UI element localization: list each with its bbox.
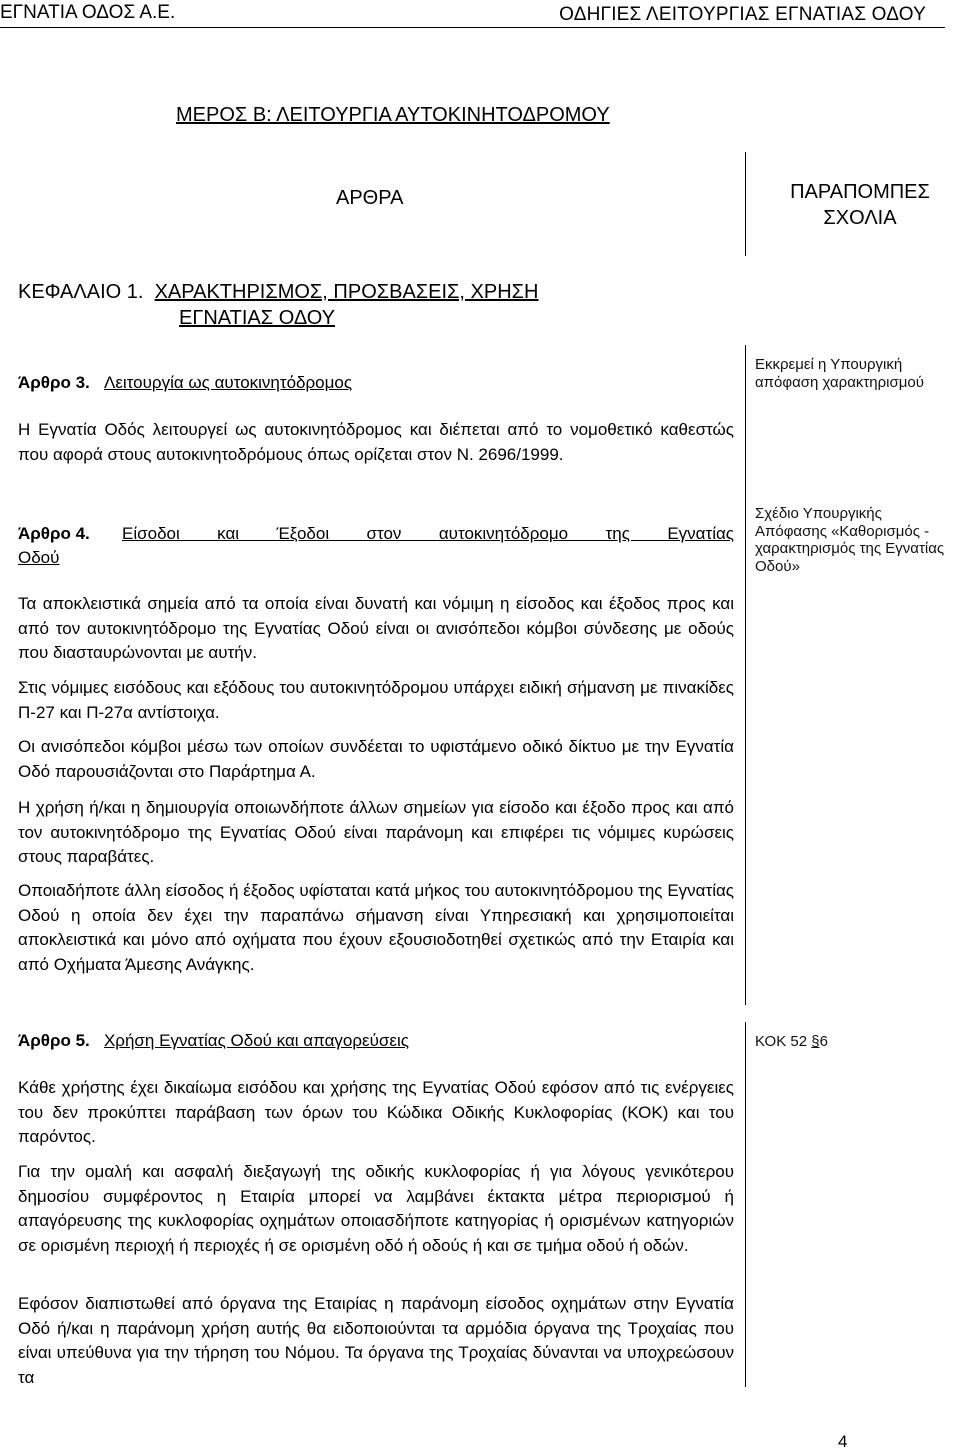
article-5-paragraph-1: Κάθε χρήστης έχει δικαίωμα εισόδου και χρήσης της Εγνατίας Οδού εφόσον από τις ενέργειες του δεν προκύπτει παράβαση των όρων του Κώδικα Οδικής Κυκλοφορίας (ΚΟΚ) και του παρόντος. <box>18 1078 734 1146</box>
article-3-title: Λειτουργία ως αυτοκινητόδρομος <box>103 373 353 392</box>
column-divider-top <box>745 152 746 256</box>
chapter-label: ΚΕΦΑΛΑΙΟ 1. <box>18 281 144 303</box>
chapter-heading <box>18 279 538 331</box>
chapter-title-line2: ΕΓΝΑΤΙΑΣ ΟΔΟΥ <box>179 307 336 329</box>
article-4-paragraph-5: Οποιαδήποτε άλλη είσοδος ή έξοδος υφίσταται κατά μήκος του αυτοκινητόδρομου της Εγνατίας Οδού η οποία δεν έχει την παραπάνω σήμανση είναι Υπηρεσιακή και χρησιμοποιείται αποκλειστικά και μόνο από οχήματα που έχουν εξουσιοδοτηθεί σχετικώς από την Εταιρία και από Οχήματα Άμεσης Ανάγκης. <box>18 881 734 974</box>
article-4-title-line1: Είσοδοι και Έξοδοι στον αυτοκινητόδρομο της Εγνατίας <box>122 524 734 543</box>
column-divider-bottom <box>745 1022 746 1387</box>
page-number: 4 <box>838 1432 848 1451</box>
notes-heading-line2: ΣΧΟΛΙΑ <box>823 207 897 229</box>
article-5-number: Άρθρο 5. <box>18 1031 90 1050</box>
article-4-number: Άρθρο 4. <box>18 524 90 543</box>
article-4-paragraph-4: Η χρήση ή/και η δημιουργία οποιωνδήποτε άλλων σημείων για είσοδο και έξοδο προς και από τον αυτοκινητόδρομο της Εγνατίας Οδού είναι παράνομη και επιφέρει τις νόμιμες κυρώσεις στους παραβάτες. <box>18 798 734 866</box>
column-divider-main <box>745 345 746 1005</box>
part-title: ΜΕΡΟΣ Β: ΛΕΙΤΟΥΡΓΙΑ ΑΥΤΟΚΙΝΗΤΟΔΡΟΜΟΥ <box>176 104 610 126</box>
article-5-note-suffix: 6 <box>819 1033 828 1050</box>
notes-column-heading <box>760 179 960 231</box>
article-3-paragraph-1: Η Εγνατία Οδός λειτουργεί ως αυτοκινητόδρομος και διέπεται από το νομοθετικό καθεστώς που αφορά στους αυτοκινητοδρόμους όπως ορίζεται στον Ν. 2696/1999. <box>18 420 734 464</box>
article-4-title-line2: Οδού <box>18 548 60 567</box>
article-4-paragraph-1: Τα αποκλειστικά σημεία από τα οποία είναι δυνατή και νόμιμη η είσοδος και έξοδος προς και από τον αυτοκινητόδρομο της Εγνατίας Οδού είναι οι ανισόπεδοι κόμβοι σύνδεσης με οδούς που διασταυρώνονται με αυτήν. <box>18 594 734 662</box>
notes-heading-line1: ΠΑΡΑΠΟΜΠΕΣ <box>790 181 930 203</box>
article-5-paragraph-3: Εφόσον διαπιστωθεί από όργανα της Εταιρίας η παράνομη είσοδος οχημάτων στην Εγνατία Οδό ή/και η παράνομη χρήση αυτής θα ειδοποιούνται τα αρμόδια όργανα της Τροχαίας που είναι υπεύθυνα για την τήρηση του Νόμου. Τα όργανα της Τροχαίας δύνανται να υποχρεώσουν τα <box>18 1294 734 1387</box>
header-company: ΕΓΝΑΤΙΑ ΟΔΟΣ Α.Ε. <box>0 2 176 23</box>
article-5-note-prefix: ΚΟΚ 52 <box>755 1033 808 1050</box>
header-document-title: ΟΔΗΓΙΕΣ ΛΕΙΤΟΥΡΓΙΑΣ ΕΓΝΑΤΙΑΣ ΟΔΟΥ <box>559 4 926 25</box>
header-rule <box>0 27 945 28</box>
article-4-note: Σχέδιο Υπουργικής Απόφασης «Καθορισμός - χαρακτηρισμός της Εγνατίας Οδού» <box>755 505 945 575</box>
article-4-paragraph-3: Οι ανισόπεδοι κόμβοι μέσω των οποίων συνδέεται το υφιστάμενο οδικό δίκτυο με την Εγνατία Οδό παρουσιάζονται στο Παράρτημα Α. <box>18 737 734 781</box>
article-5-note: ΚΟΚ 52 §6 <box>755 1033 828 1050</box>
articles-column-heading: ΑΡΘΡΑ <box>336 187 404 209</box>
article-4-paragraph-2: Στις νόμιμες εισόδους και εξόδους του αυτοκινητόδρομου υπάρχει ειδική σήμανση με πινακίδες Π-27 και Π-27α αντίστοιχα. <box>18 678 734 722</box>
article-3-number: Άρθρο 3. <box>18 373 90 392</box>
article-5-paragraph-2: Για την ομαλή και ασφαλή διεξαγωγή της οδικής κυκλοφορίας ή για λόγους γενικότερου δημοσίου συμφέροντος η Εταιρία μπορεί να λαμβάνει έκτακτα μέτρα περιορισμού ή απαγόρευσης της κυκλοφορίας οχημάτων οποιασδήποτε κατηγορίας ή ορισμένων κατηγοριών σε ορισμένη περιοχή ή περιοχές ή σε ορισμένη οδό ή οδούς ή και σε τμήμα οδού ή οδών. <box>18 1162 734 1255</box>
article-5-heading <box>18 1030 734 1052</box>
article-5-title: Χρήση Εγνατίας Οδού και απαγορεύσεις <box>103 1031 409 1050</box>
article-4-heading <box>18 523 734 569</box>
article-3-heading <box>18 372 734 394</box>
chapter-title-line1: ΧΑΡΑΚΤΗΡΙΣΜΟΣ, ΠΡΟΣΒΑΣΕΙΣ, ΧΡΗΣΗ <box>154 281 539 303</box>
article-3-note: Εκκρεμεί η Υπουργική απόφαση χαρακτηρισμού <box>755 356 924 391</box>
